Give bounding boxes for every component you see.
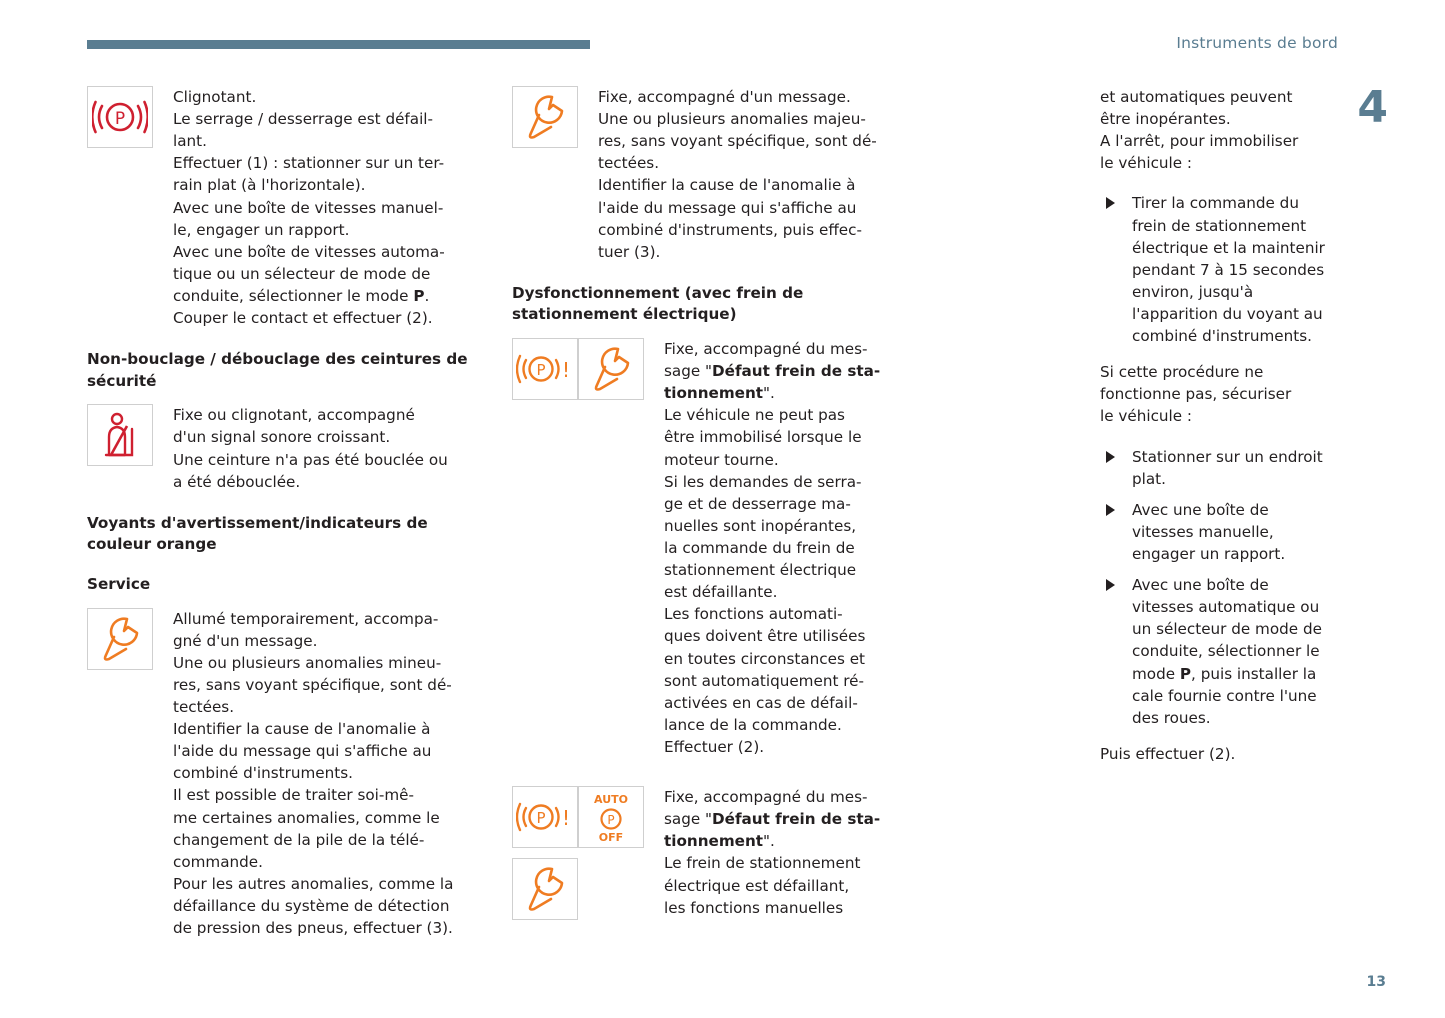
svg-text:P: P: [607, 813, 615, 828]
line: nuelles sont inopérantes,: [664, 516, 857, 535]
list-item-label: Avec une boîte de vitesses manuelle, engager un rapport.: [1132, 500, 1286, 563]
line: Le véhicule ne peut pas: [664, 406, 845, 425]
wrench-service-icon: [87, 608, 153, 670]
line: Avec une boîte de vitesses automa-: [173, 242, 445, 261]
line: ge et de desserrage ma-: [664, 494, 851, 513]
svg-text:P: P: [114, 109, 126, 129]
parking-brake-fault-icon: [512, 786, 578, 848]
entry-parking-brake: [87, 86, 480, 329]
line-prefix: sage ": [664, 810, 713, 829]
list-item: [1100, 574, 1332, 729]
line: lance de la commande.: [664, 715, 842, 734]
line: Si les demandes de serra-: [664, 472, 862, 491]
line: a été débouclée.: [173, 472, 301, 491]
line: Fixe, accompagné du mes-: [664, 788, 868, 807]
line-with-message-end: [664, 830, 880, 852]
icon-group: [512, 786, 644, 920]
icon-pair: [512, 338, 644, 400]
line: de pression des pneus, effectuer (3).: [173, 919, 453, 938]
entry-service-text: [173, 608, 453, 940]
line: le véhicule :: [1100, 154, 1193, 173]
line: le véhicule :: [1100, 407, 1193, 426]
message-name-part2: tionnement: [664, 384, 764, 403]
wrench-service-icon: [512, 858, 578, 920]
column-three-second-para: [1100, 361, 1332, 427]
line: changement de la pile de la télé-: [173, 830, 425, 849]
line: Avec une boîte de vitesses manuel-: [173, 198, 444, 217]
line-with-message-end: [664, 382, 880, 404]
line: Fixe ou clignotant, accompagné: [173, 406, 415, 425]
line: res, sans voyant spécifique, sont dé-: [598, 132, 877, 151]
chapter-number: 4: [1357, 82, 1388, 133]
line: les fonctions manuelles: [664, 898, 844, 917]
heading-dysfunction: Dysfonctionnement (avec frein de stationnement électrique): [512, 283, 804, 324]
svg-text:!: !: [561, 358, 571, 383]
line: Les fonctions automati-: [664, 605, 843, 624]
entry-service-major: [512, 86, 905, 263]
list-item: [1100, 446, 1332, 490]
line: res, sans voyant spécifique, sont dé-: [173, 675, 452, 694]
line: combiné d'instruments.: [173, 764, 353, 783]
icon-group: [87, 86, 153, 148]
line: d'un signal sonore croissant.: [173, 428, 391, 447]
line: Le frein de stationnement: [664, 854, 861, 873]
entry-seatbelt: [87, 404, 480, 492]
column-three-intro: [1100, 86, 1332, 174]
line: en toutes circonstances et: [664, 649, 865, 668]
line: Identifier la cause de l'anomalie à: [598, 176, 856, 195]
entry-brake-fault-2-text: [664, 786, 880, 919]
line-with-message: [664, 360, 880, 382]
mode-label: P: [413, 286, 425, 305]
line: stationnement électrique: [664, 561, 857, 580]
list-item: [1100, 499, 1332, 565]
column-two: [512, 86, 905, 930]
icon-pair: [512, 786, 644, 848]
line: lant.: [173, 132, 207, 151]
line-suffix: ".: [763, 384, 775, 403]
mode-label: P: [1179, 664, 1192, 683]
entry-service: [87, 608, 480, 940]
triangle-bullet-icon: [1106, 579, 1115, 591]
line: Si cette procédure ne: [1100, 363, 1264, 382]
icon-group: [512, 86, 578, 148]
svg-text:OFF: OFF: [598, 831, 624, 845]
line-with-message: [664, 808, 880, 830]
line: Fixe, accompagné du mes-: [664, 340, 868, 359]
line: Allumé temporairement, accompa-: [173, 609, 439, 628]
line-prefix: conduite, sélectionner le mode: [173, 286, 414, 305]
line: commande.: [173, 852, 263, 871]
line: me certaines anomalies, comme le: [173, 808, 440, 827]
heading-service: Service: [87, 574, 151, 593]
line: être inopérantes.: [1100, 110, 1231, 129]
line: rain plat (à l'horizontale).: [173, 176, 366, 195]
line: combiné d'instruments, puis effec-: [598, 220, 862, 239]
line: moteur tourne.: [664, 450, 779, 469]
wrench-service-icon: [512, 86, 578, 148]
message-name-part2: tionnement: [664, 832, 764, 851]
line: l'aide du message qui s'affiche au: [173, 742, 432, 761]
icon-group: [512, 338, 644, 400]
triangle-bullet-icon: [1106, 504, 1115, 516]
line: Il est possible de traiter soi-mê-: [173, 786, 415, 805]
line: défaillance du système de détection: [173, 896, 450, 915]
svg-text:!: !: [561, 806, 571, 831]
heading-seatbelt: Non-bouclage / débouclage des ceintures de sécurité: [87, 350, 468, 390]
triangle-bullet-icon: [1106, 451, 1115, 463]
line: sont automatiquement ré-: [664, 671, 864, 690]
line: Identifier la cause de l'anomalie à: [173, 720, 431, 739]
line: Pour les autres anomalies, comme la: [173, 874, 454, 893]
wrench-service-icon: [578, 338, 644, 400]
entry-service-major-text: [598, 86, 877, 263]
line: Une ceinture n'a pas été bouclée ou: [173, 450, 448, 469]
icon-group: [87, 608, 153, 670]
line: activées en cas de défail-: [664, 693, 858, 712]
entry-brake-fault-2: [512, 786, 905, 920]
column-one: [87, 86, 480, 949]
line-with-mode: [173, 285, 445, 307]
line: Une ou plusieurs anomalies majeu-: [598, 110, 866, 129]
icon-group: [87, 404, 153, 466]
message-name-part1: Défaut frein de sta-: [712, 810, 881, 829]
svg-text:AUTO: AUTO: [594, 793, 628, 807]
auto-park-off-icon: [578, 786, 644, 848]
line: Fixe, accompagné d'un message.: [598, 88, 851, 106]
line: est défaillante.: [664, 583, 778, 602]
line: la commande du frein de: [664, 539, 855, 558]
header-title: Instruments de bord: [1176, 34, 1338, 52]
line: tique ou un sélecteur de mode de: [173, 264, 431, 283]
line: Clignotant.: [173, 88, 257, 106]
line: gné d'un message.: [173, 631, 318, 650]
parking-brake-fault-icon: [512, 338, 578, 400]
list-item-suffix: , puis installer la cale fournie contre l'une des roues.: [1132, 664, 1317, 727]
line-prefix: sage ": [664, 362, 713, 381]
line: et automatiques peuvent: [1100, 88, 1293, 106]
column-three-closing: [1100, 743, 1332, 765]
heading-orange-warnings: Voyants d'avertissement/indicateurs de couleur orange: [87, 513, 428, 554]
line: Couper le contact et effectuer (2).: [173, 309, 433, 328]
svg-text:P: P: [536, 361, 546, 380]
line: Puis effectuer (2).: [1100, 744, 1236, 763]
message-name-part1: Défaut frein de sta-: [712, 362, 881, 381]
line: A l'arrêt, pour immobiliser: [1100, 132, 1299, 151]
line: tuer (3).: [598, 242, 661, 261]
seatbelt-warning-icon: [87, 404, 153, 466]
line: électrique est défaillant,: [664, 876, 850, 895]
line: l'aide du message qui s'affiche au: [598, 198, 857, 217]
entry-parking-brake-text: [173, 86, 445, 329]
line-suffix: .: [424, 286, 430, 305]
line: Effectuer (1) : stationner sur un ter-: [173, 154, 445, 173]
line: ques doivent être utilisées: [664, 627, 866, 646]
line: tectées.: [173, 697, 235, 716]
page-number: 13: [1366, 974, 1386, 990]
line-suffix: ".: [763, 832, 775, 851]
line: Une ou plusieurs anomalies mineu-: [173, 653, 442, 672]
column-three: [1100, 86, 1332, 765]
list-item: [1100, 192, 1332, 347]
list-item-label: Tirer la commande du frein de stationnement électrique et la maintenir pendant 7 à 15 secondes environ, jusqu'à l'apparition du voyant au combiné d'instruments.: [1132, 194, 1325, 346]
list-item-label: Stationner sur un endroit plat.: [1132, 447, 1323, 488]
bullet-list-immobilise: [1100, 192, 1332, 347]
entry-brake-fault-1: [512, 338, 905, 758]
entry-brake-fault-1-text: [664, 338, 880, 758]
list-item-prefix: Avec une boîte de vitesses automatique ou un sélecteur de mode de conduite, sélectionner le mode: [1132, 576, 1322, 683]
parking-brake-warning-icon: [87, 86, 153, 148]
entry-seatbelt-text: [173, 404, 448, 492]
line: Le serrage / desserrage est défail-: [173, 110, 433, 129]
svg-text:P: P: [536, 809, 546, 828]
line: Effectuer (2).: [664, 738, 765, 756]
line: être immobilisé lorsque le: [664, 428, 862, 447]
triangle-bullet-icon: [1106, 197, 1115, 209]
line: le, engager un rapport.: [173, 220, 350, 239]
header-rule: [87, 40, 590, 49]
line: fonctionne pas, sécuriser: [1100, 385, 1292, 404]
bullet-list-secure: [1100, 446, 1332, 729]
line: tectées.: [598, 154, 660, 173]
